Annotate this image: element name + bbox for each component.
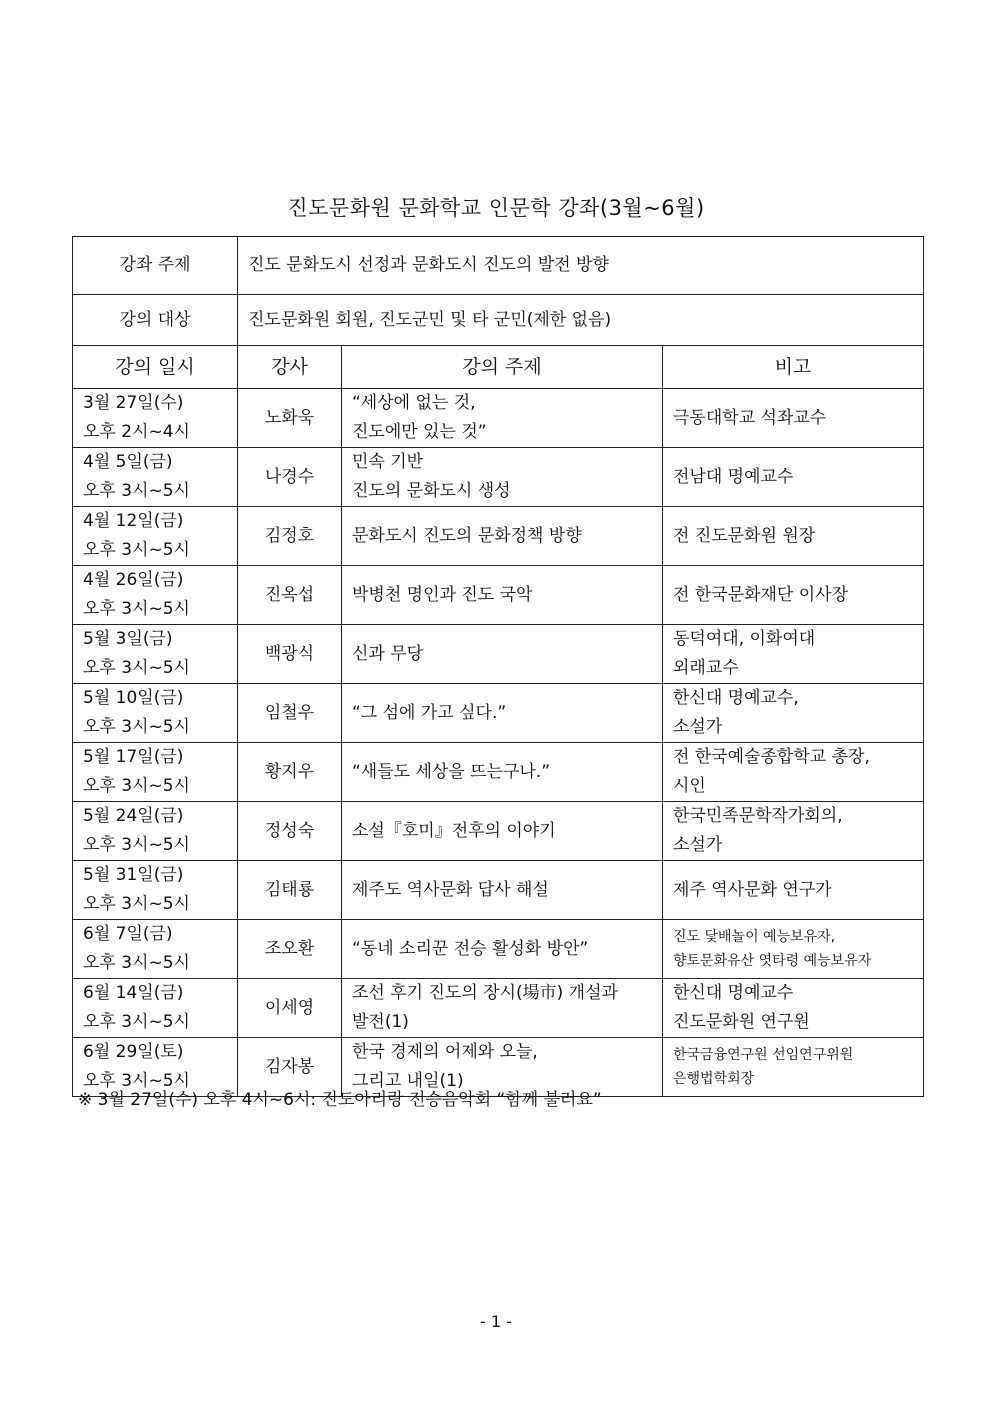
cell-lecturer-line: 김자봉: [264, 1056, 315, 1077]
cell-date-line: 오후 3시~5시: [83, 540, 190, 560]
cell-subject: [342, 802, 663, 861]
cell-date: [73, 920, 238, 979]
cell-note-line: 소설가: [673, 835, 723, 855]
cell-note: [663, 743, 924, 802]
cell-date-line: 4월 12일(금): [83, 511, 184, 531]
cell-date-line: 오후 3시~5시: [83, 717, 190, 737]
cell-subject: [342, 979, 663, 1038]
cell-lecturer-line: 김태룡: [264, 879, 315, 900]
cell-subject: [342, 507, 663, 566]
topic-label: 강좌 주제: [73, 237, 238, 295]
header-date: 강의 일시: [73, 346, 238, 389]
table-row: [73, 507, 924, 566]
cell-note: [663, 389, 924, 448]
cell-date-line: 오후 3시~5시: [83, 599, 190, 619]
cell-lecturer: [238, 684, 342, 743]
cell-note: [663, 802, 924, 861]
cell-date-line: 오후 2시~4시: [83, 422, 190, 442]
cell-date-line: 6월 14일(금): [83, 983, 184, 1003]
cell-date-line: 오후 3시~5시: [83, 481, 190, 501]
cell-lecturer-line: 김정호: [264, 525, 315, 546]
cell-note-line: 한국민족문학작가회의,: [673, 806, 843, 826]
cell-lecturer: [238, 979, 342, 1038]
cell-note: [663, 448, 924, 507]
cell-note-line: 한국금융연구원 선임연구위원: [673, 1047, 854, 1063]
cell-note-line: 제주 역사문화 연구가: [673, 879, 832, 900]
topic-row: [73, 237, 924, 295]
cell-note-line: 향토문화유산 엿타령 예능보유자: [673, 953, 872, 969]
cell-date: [73, 448, 238, 507]
cell-date-line: 오후 3시~5시: [83, 894, 190, 914]
cell-date: [73, 802, 238, 861]
footnote: ※ 3월 27일(수) 오후 4시~6시: 진도아리랑 전승음악회 “함께 불러요”: [78, 1090, 602, 1110]
cell-note: [663, 920, 924, 979]
cell-note-line: 동덕여대, 이화여대: [673, 629, 816, 649]
cell-subject-line: 한국 경제의 어제와 오늘,: [352, 1042, 538, 1062]
table-row: [73, 566, 924, 625]
table-row: [73, 861, 924, 920]
cell-subject-line: 진도의 문화도시 생성: [352, 481, 511, 501]
cell-lecturer: [238, 507, 342, 566]
cell-lecturer: [238, 389, 342, 448]
cell-lecturer-line: 황지우: [264, 761, 315, 782]
table-row: [73, 979, 924, 1038]
cell-date-line: 3월 27일(수): [83, 393, 184, 413]
cell-note-line: 한신대 명예교수,: [673, 688, 799, 708]
cell-subject: [342, 448, 663, 507]
cell-lecturer-line: 임철우: [264, 702, 315, 723]
cell-lecturer-line: 이세영: [264, 997, 315, 1018]
target-row: [73, 295, 924, 346]
cell-date-line: 오후 3시~5시: [83, 658, 190, 678]
cell-date-line: 4월 5일(금): [83, 452, 173, 472]
cell-note-line: 은행법학회장: [673, 1071, 755, 1087]
cell-note-line: 극동대학교 석좌교수: [673, 407, 827, 428]
table-row: [73, 625, 924, 684]
cell-subject: [342, 861, 663, 920]
cell-lecturer-line: 나경수: [264, 466, 315, 487]
cell-note-line: 진도 닻배놀이 예능보유자,: [673, 929, 836, 945]
header-subject: 강의 주제: [342, 346, 663, 389]
cell-lecturer: [238, 448, 342, 507]
cell-subject-line: “새들도 세상을 뜨는구나.”: [352, 761, 551, 782]
cell-subject-line: 그리고 내일(1): [352, 1071, 464, 1091]
header-note: 비고: [663, 346, 924, 389]
cell-lecturer-line: 조오환: [264, 938, 315, 959]
cell-subject-line: “동네 소리꾼 전승 활성화 방안”: [352, 938, 589, 959]
cell-lecturer: [238, 566, 342, 625]
table-row: [73, 684, 924, 743]
cell-subject-line: 민속 기반: [352, 452, 424, 472]
cell-date-line: 5월 3일(금): [83, 629, 173, 649]
cell-date-line: 오후 3시~5시: [83, 1012, 190, 1032]
cell-lecturer: [238, 743, 342, 802]
cell-date-line: 4월 26일(금): [83, 570, 184, 590]
cell-subject-line: 박병천 명인과 진도 국악: [352, 584, 533, 605]
cell-lecturer-line: 정성숙: [264, 820, 315, 841]
document-title: 진도문화원 문화학교 인문학 강좌(3월~6월): [287, 196, 705, 220]
cell-date: [73, 743, 238, 802]
cell-note-line: 시인: [673, 776, 706, 796]
cell-subject-line: 신과 무당: [352, 643, 424, 664]
cell-lecturer: [238, 625, 342, 684]
header-lecturer: 강사: [238, 346, 342, 389]
cell-note: [663, 1038, 924, 1097]
cell-lecturer-line: 노화욱: [264, 407, 315, 428]
cell-date-line: 오후 3시~5시: [83, 1071, 190, 1091]
page-number: - 1 -: [480, 1312, 512, 1331]
cell-subject: [342, 389, 663, 448]
cell-date: [73, 684, 238, 743]
cell-note: [663, 566, 924, 625]
cell-note-line: 전 진도문화원 원장: [673, 525, 816, 546]
cell-subject-line: 진도에만 있는 것”: [352, 422, 487, 442]
cell-note: [663, 979, 924, 1038]
cell-date-line: 5월 24일(금): [83, 806, 184, 826]
cell-note: [663, 684, 924, 743]
cell-note-line: 외래교수: [673, 658, 739, 678]
table-header-row: [73, 346, 924, 389]
lecture-schedule-table: [72, 236, 924, 1097]
cell-note-line: 전 한국문화재단 이사장: [673, 584, 849, 605]
cell-subject-line: “세상에 없는 것,: [352, 393, 476, 413]
cell-date-line: 오후 3시~5시: [83, 835, 190, 855]
cell-subject: [342, 743, 663, 802]
cell-note-line: 전남대 명예교수: [673, 466, 794, 487]
table-row: [73, 802, 924, 861]
cell-date-line: 오후 3시~5시: [83, 776, 190, 796]
cell-lecturer-line: 백광식: [264, 643, 315, 664]
cell-subject-line: 제주도 역사문화 답사 해설: [352, 879, 549, 900]
cell-subject-line: 문화도시 진도의 문화정책 방향: [352, 525, 582, 546]
cell-date-line: 5월 10일(금): [83, 688, 184, 708]
cell-date: [73, 566, 238, 625]
topic-value: 진도 문화도시 선정과 문화도시 진도의 발전 방향: [238, 237, 924, 295]
cell-note: [663, 861, 924, 920]
cell-date: [73, 861, 238, 920]
cell-date: [73, 979, 238, 1038]
target-value: 진도문화원 회원, 진도군민 및 타 군민(제한 없음): [238, 295, 924, 346]
cell-subject-line: 조선 후기 진도의 장시(場市) 개설과: [352, 983, 618, 1003]
cell-note-line: 소설가: [673, 717, 723, 737]
cell-note-line: 전 한국예술종합학교 총장,: [673, 747, 870, 767]
cell-date: [73, 625, 238, 684]
cell-lecturer: [238, 920, 342, 979]
cell-subject: [342, 566, 663, 625]
table-row: [73, 920, 924, 979]
cell-subject: [342, 625, 663, 684]
cell-note-line: 진도문화원 연구원: [673, 1012, 810, 1032]
cell-subject-line: 소설『호미』전후의 이야기: [352, 820, 556, 841]
cell-lecturer-line: 진옥섭: [264, 584, 315, 605]
cell-subject: [342, 920, 663, 979]
cell-note-line: 한신대 명예교수: [673, 983, 794, 1003]
cell-date-line: 6월 7일(금): [83, 924, 173, 944]
cell-note: [663, 625, 924, 684]
cell-date: [73, 389, 238, 448]
target-label: 강의 대상: [73, 295, 238, 346]
cell-lecturer: [238, 861, 342, 920]
table-row: [73, 743, 924, 802]
cell-date-line: 6월 29일(토): [83, 1042, 184, 1062]
cell-subject-line: 발전(1): [352, 1012, 409, 1032]
table-row: [73, 389, 924, 448]
cell-subject-line: “그 섬에 가고 싶다.”: [352, 702, 507, 723]
cell-note: [663, 507, 924, 566]
cell-date-line: 5월 17일(금): [83, 747, 184, 767]
cell-subject: [342, 684, 663, 743]
table-row: [73, 448, 924, 507]
cell-lecturer: [238, 802, 342, 861]
cell-date-line: 오후 3시~5시: [83, 953, 190, 973]
cell-date: [73, 507, 238, 566]
cell-date-line: 5월 31일(금): [83, 865, 184, 885]
